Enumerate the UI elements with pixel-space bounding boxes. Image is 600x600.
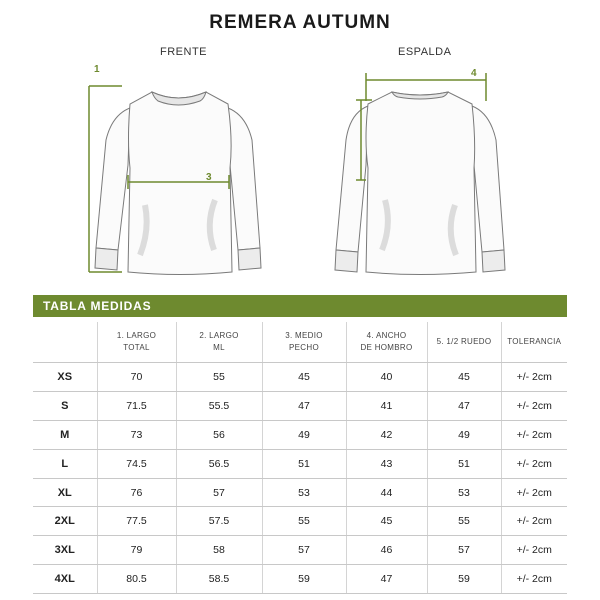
measure-cell: 79 bbox=[97, 536, 176, 565]
column-header: 4. ANCHO DE HOMBRO bbox=[346, 322, 427, 363]
measure-cell: 80.5 bbox=[97, 565, 176, 594]
column-header: 3. MEDIO PECHO bbox=[262, 322, 346, 363]
measure-cell: 55.5 bbox=[176, 391, 262, 420]
tolerance-cell: +/- 2cm bbox=[501, 507, 567, 536]
front-view-label: FRENTE bbox=[160, 46, 207, 58]
size-cell: 3XL bbox=[33, 536, 97, 565]
measure-cell: 47 bbox=[427, 391, 501, 420]
measure-cell: 58 bbox=[176, 536, 262, 565]
measure-cell: 57.5 bbox=[176, 507, 262, 536]
front-shirt-illustration bbox=[95, 92, 261, 275]
measure-cell: 45 bbox=[262, 363, 346, 392]
measure-cell: 53 bbox=[427, 478, 501, 507]
tolerance-cell: +/- 2cm bbox=[501, 478, 567, 507]
column-header: 5. 1/2 RUEDO bbox=[427, 322, 501, 363]
measure-cell: 58.5 bbox=[176, 565, 262, 594]
tolerance-cell: +/- 2cm bbox=[501, 391, 567, 420]
table-row bbox=[33, 420, 567, 449]
marker-4: 4 bbox=[471, 68, 477, 79]
measure-cell: 47 bbox=[262, 391, 346, 420]
tolerance-cell: +/- 2cm bbox=[501, 536, 567, 565]
table-row bbox=[33, 478, 567, 507]
tolerance-cell: +/- 2cm bbox=[501, 565, 567, 594]
measure-cell: 46 bbox=[346, 536, 427, 565]
column-header: 2. LARGO ML bbox=[176, 322, 262, 363]
measure-cell: 55 bbox=[176, 363, 262, 392]
tolerance-cell: +/- 2cm bbox=[501, 420, 567, 449]
table-row bbox=[33, 507, 567, 536]
table-row bbox=[33, 536, 567, 565]
size-cell: 4XL bbox=[33, 565, 97, 594]
measure-cell: 51 bbox=[262, 449, 346, 478]
measure-cell: 56 bbox=[176, 420, 262, 449]
measure-cell: 55 bbox=[262, 507, 346, 536]
measure-cell: 77.5 bbox=[97, 507, 176, 536]
measure-cell: 55 bbox=[427, 507, 501, 536]
measure-cell: 40 bbox=[346, 363, 427, 392]
tolerance-cell: +/- 2cm bbox=[501, 363, 567, 392]
page-title: REMERA AUTUMN bbox=[209, 12, 391, 33]
table-row bbox=[33, 363, 567, 392]
measure-cell: 56.5 bbox=[176, 449, 262, 478]
size-cell: 2XL bbox=[33, 507, 97, 536]
measure-cell: 74.5 bbox=[97, 449, 176, 478]
measure-cell: 43 bbox=[346, 449, 427, 478]
measure-cell: 59 bbox=[427, 565, 501, 594]
measure-cell: 45 bbox=[346, 507, 427, 536]
table-header-row bbox=[33, 322, 567, 363]
measure-cell: 49 bbox=[262, 420, 346, 449]
size-cell: XL bbox=[33, 478, 97, 507]
measure-cell: 76 bbox=[97, 478, 176, 507]
measure-cell: 70 bbox=[97, 363, 176, 392]
measure-cell: 44 bbox=[346, 478, 427, 507]
marker-3: 3 bbox=[206, 172, 212, 183]
measure-cell: 49 bbox=[427, 420, 501, 449]
measure-cell: 53 bbox=[262, 478, 346, 507]
measure-cell: 45 bbox=[427, 363, 501, 392]
size-cell: S bbox=[33, 391, 97, 420]
measure-cell: 57 bbox=[262, 536, 346, 565]
column-header: TOLERANCIA bbox=[501, 322, 567, 363]
measure-cell: 42 bbox=[346, 420, 427, 449]
measure-cell: 71.5 bbox=[97, 391, 176, 420]
measure-cell: 51 bbox=[427, 449, 501, 478]
measurements-table bbox=[33, 322, 567, 594]
table-row bbox=[33, 449, 567, 478]
table-row bbox=[33, 565, 567, 594]
table-heading-banner bbox=[33, 295, 567, 317]
measure-cell: 47 bbox=[346, 565, 427, 594]
table-row bbox=[33, 391, 567, 420]
garment-illustrations bbox=[0, 0, 600, 295]
tolerance-cell: +/- 2cm bbox=[501, 449, 567, 478]
column-header: 1. LARGO TOTAL bbox=[97, 322, 176, 363]
size-cell: XS bbox=[33, 363, 97, 392]
measure-cell: 57 bbox=[427, 536, 501, 565]
measure-cell: 73 bbox=[97, 420, 176, 449]
back-view-label: ESPALDA bbox=[398, 46, 452, 58]
measure-cell: 59 bbox=[262, 565, 346, 594]
measure-cell: 57 bbox=[176, 478, 262, 507]
size-cell: M bbox=[33, 420, 97, 449]
measure-cell: 41 bbox=[346, 391, 427, 420]
marker-1: 1 bbox=[94, 64, 100, 75]
table-heading: TABLA MEDIDAS bbox=[43, 299, 152, 313]
size-cell: L bbox=[33, 449, 97, 478]
size-column-header bbox=[33, 322, 97, 363]
